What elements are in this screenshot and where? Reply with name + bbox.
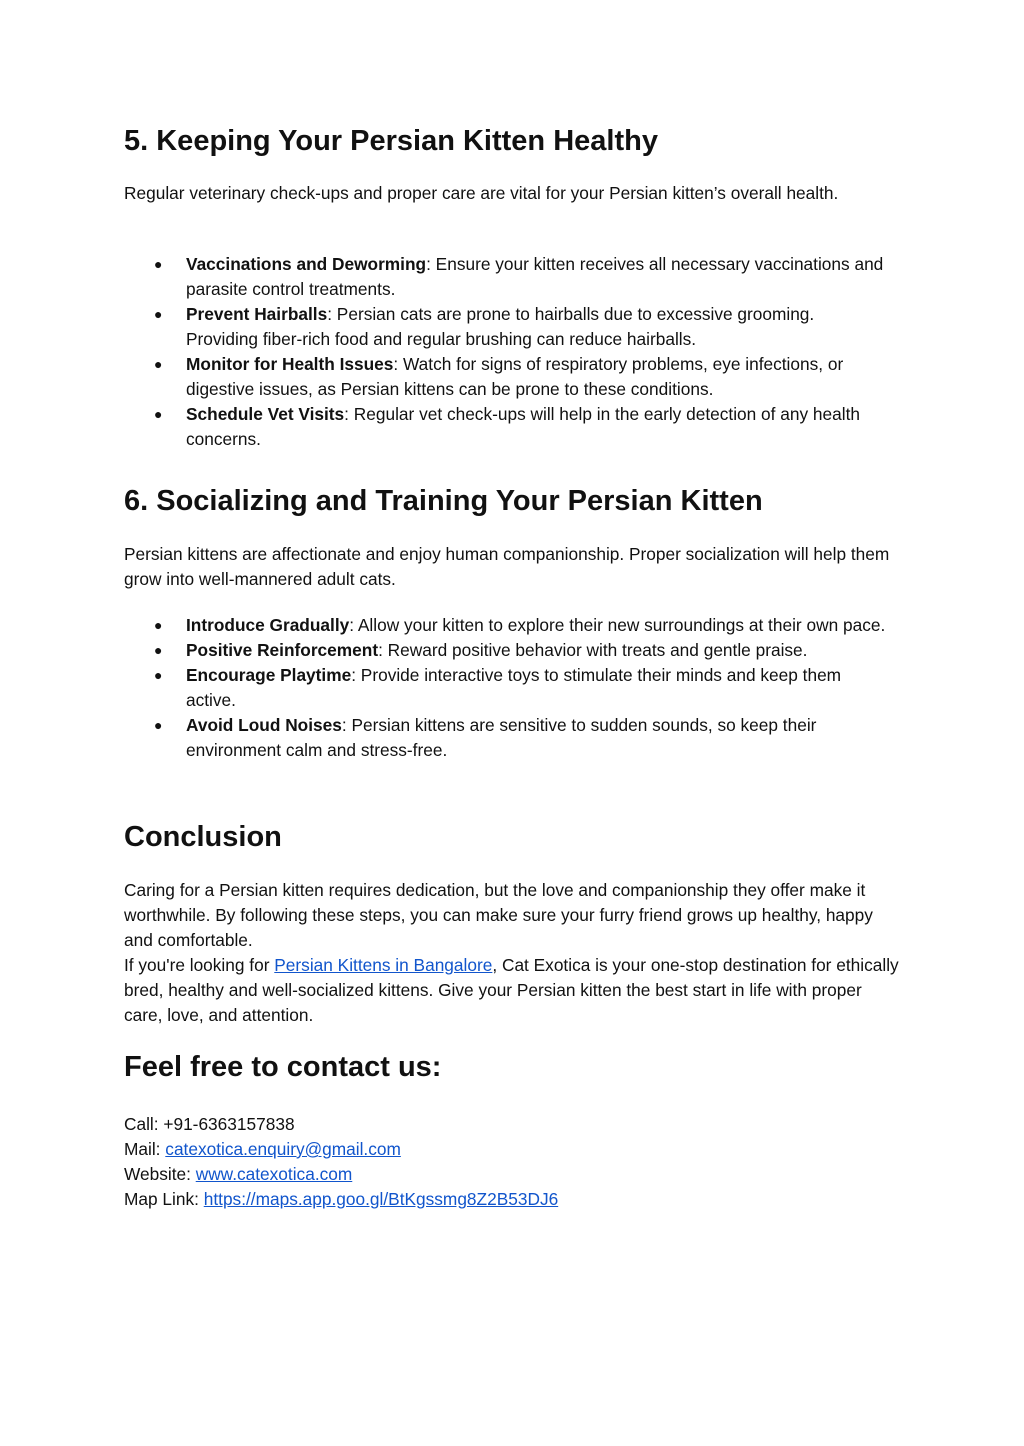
contact-map-label: Map Link: bbox=[124, 1189, 204, 1209]
conclusion-paragraph bbox=[124, 878, 904, 1028]
bullet-icon: ● bbox=[154, 306, 163, 322]
list-item bbox=[124, 302, 891, 352]
contact-call: Call: +91-6363157838 bbox=[124, 1114, 295, 1134]
conclusion-text-1: Caring for a Persian kitten requires dedication, but the love and companionship they offer make it worthwhile. By following these steps, you can make sure your furry friend grows up healthy, happy and comfortable. bbox=[124, 880, 873, 950]
section-heading-healthy: 5. Keeping Your Persian Kitten Healthy bbox=[124, 125, 658, 157]
list-item-term: Vaccinations and Deworming bbox=[186, 254, 427, 274]
section-intro-healthy: Regular veterinary check-ups and proper care are vital for your Persian kitten’s overall health. bbox=[124, 183, 839, 203]
list-item-text: : Persian kittens are sensitive to sudden sounds, so keep their environment calm and stress-free. bbox=[186, 715, 817, 760]
list-item-text: : Regular vet check-ups will help in the early detection of any health concerns. bbox=[186, 404, 861, 449]
map-link[interactable]: https://maps.app.goo.gl/BtKgssmg8Z2B53DJ6 bbox=[203, 1189, 559, 1209]
bullet-icon: ● bbox=[154, 667, 163, 683]
contact-map bbox=[124, 1187, 904, 1212]
list-item-text: : Ensure your kitten receives all necessary vaccinations and parasite control treatments. bbox=[186, 254, 884, 299]
list-item bbox=[124, 252, 891, 302]
list-item-term: Positive Reinforcement bbox=[186, 640, 379, 660]
list-item bbox=[124, 663, 891, 713]
bullet-icon: ● bbox=[154, 356, 163, 372]
bullet-list-socializing bbox=[124, 613, 914, 763]
conclusion-text-2-after: , Cat Exotica is your one-stop destination for ethically bred, healthy and well-socialized kittens. Give your Persian kitten the best start in life with proper care, love, and attention. bbox=[124, 955, 899, 1025]
list-item-term: Introduce Gradually bbox=[186, 615, 350, 635]
email-link[interactable]: catexotica.enquiry@gmail.com bbox=[165, 1139, 401, 1159]
section-heading-socializing: 6. Socializing and Training Your Persian Kitten bbox=[124, 485, 763, 517]
list-item-text: : Allow your kitten to explore their new surroundings at their own pace. bbox=[349, 615, 886, 635]
list-item bbox=[124, 638, 891, 663]
website-link[interactable]: www.catexotica.com bbox=[195, 1164, 353, 1184]
bullet-icon: ● bbox=[154, 642, 163, 658]
list-item-term: Schedule Vet Visits bbox=[186, 404, 345, 424]
persian-kittens-bangalore-link[interactable]: Persian Kittens in Bangalore bbox=[274, 955, 493, 975]
contact-details bbox=[124, 1112, 904, 1212]
section-intro-socializing: Persian kittens are affectionate and enjoy human companionship. Proper socialization will help them grow into well-mannered adult cats. bbox=[124, 544, 890, 589]
bullet-icon: ● bbox=[154, 617, 163, 633]
bullet-icon: ● bbox=[154, 717, 163, 733]
contact-website-label: Website: bbox=[124, 1164, 196, 1184]
contact-website bbox=[124, 1162, 904, 1187]
bullet-icon: ● bbox=[154, 256, 163, 272]
contact-mail bbox=[124, 1137, 904, 1162]
bullet-list-healthy bbox=[124, 252, 914, 452]
list-item-text: : Watch for signs of respiratory problems, eye infections, or digestive issues, as Persian kittens can be prone to these conditions. bbox=[186, 354, 844, 399]
contact-mail-label: Mail: bbox=[124, 1139, 166, 1159]
list-item-term: Encourage Playtime bbox=[186, 665, 352, 685]
list-item bbox=[124, 713, 891, 763]
list-item bbox=[124, 352, 891, 402]
list-item-text: : Reward positive behavior with treats and gentle praise. bbox=[378, 640, 808, 660]
list-item-text: : Provide interactive toys to stimulate their minds and keep them active. bbox=[186, 665, 842, 710]
bullet-icon: ● bbox=[154, 406, 163, 422]
section-heading-contact: Feel free to contact us: bbox=[124, 1051, 442, 1083]
list-item-term: Prevent Hairballs bbox=[186, 304, 328, 324]
list-item bbox=[124, 613, 891, 638]
list-item-term: Monitor for Health Issues bbox=[186, 354, 394, 374]
list-item-text: : Persian cats are prone to hairballs due to excessive grooming. Providing fiber-rich food and regular brushing can reduce hairballs. bbox=[186, 304, 815, 349]
conclusion-text-2-before: If you're looking for bbox=[124, 955, 275, 975]
list-item-term: Avoid Loud Noises bbox=[186, 715, 342, 735]
list-item bbox=[124, 402, 891, 452]
section-heading-conclusion: Conclusion bbox=[124, 821, 282, 853]
